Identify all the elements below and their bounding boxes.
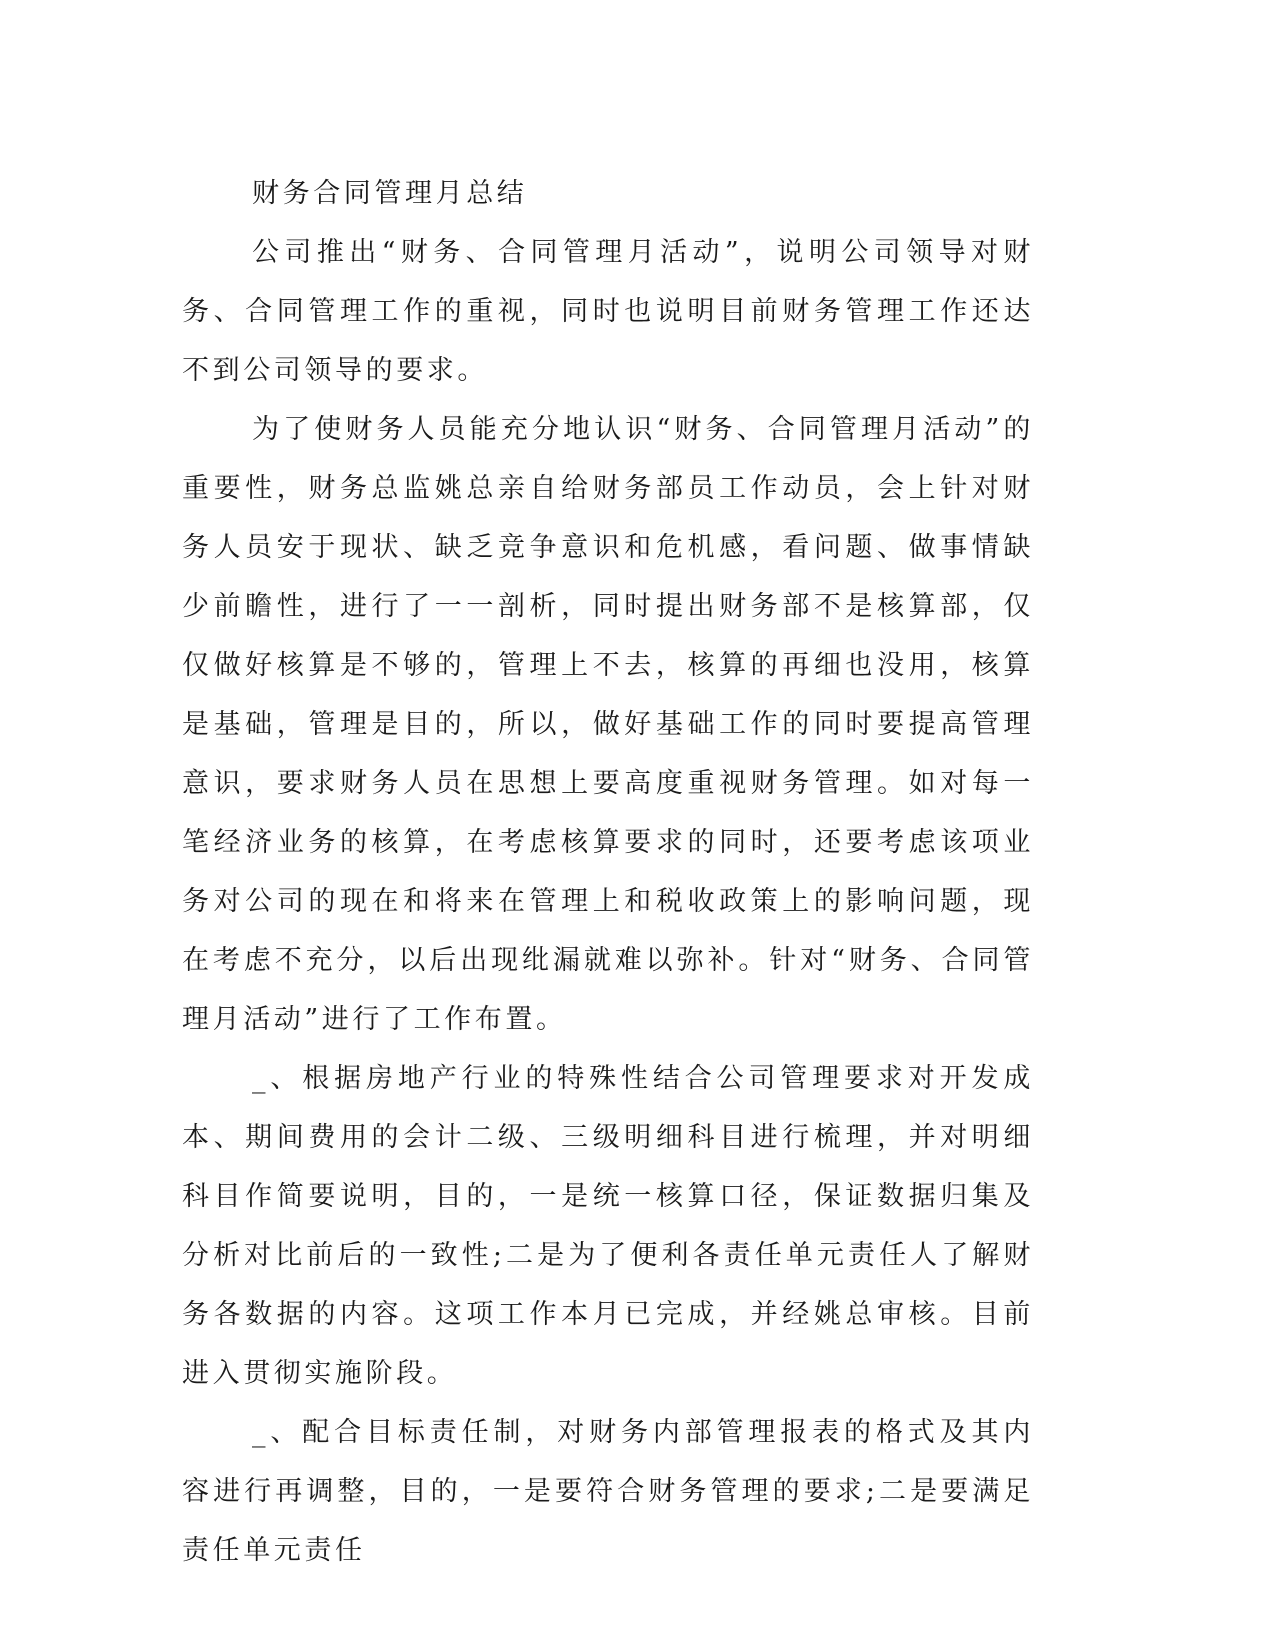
paragraph-mobilization: 为了使财务人员能充分地认识“财务、合同管理月活动”的重要性，财务总监姚总亲自给财务部员工作动员，会上针对财务人员安于现状、缺乏竞争意识和危机感，看问题、做事情缺少前瞻性，进行了一一剖析，同时提出财务部不是核算部，仅仅做好核算是不够的，管理上不去，核算的再细也没用，核算是基础，管理是目的，所以，做好基础工作的同时要提高管理意识，要求财务人员在思想上要高度重视财务管理。如对每一笔经济业务的核算，在考虑核算要求的同时，还要考虑该项业务对公司的现在和将来在管理上和税收政策上的影响问题，现在考虑不充分，以后出现纰漏就难以弥补。针对“财务、合同管理月活动”进行了工作布置。 [182,414,1034,1035]
document-title: 财务合同管理月总结 [252,178,528,209]
paragraph-intro: 公司推出“财务、合同管理月活动”，说明公司领导对财务、合同管理工作的重视，同时也说明目前财务管理工作还达不到公司领导的要求。 [182,237,1034,386]
paragraph-item-reports: _、配合目标责任制，对财务内部管理报表的格式及其内容进行再调整，目的，一是要符合财务管理的要求;二是要满足责任单元责任 [182,1417,1034,1566]
document-body [182,164,1034,1580]
paragraph-item-accounts: _、根据房地产行业的特殊性结合公司管理要求对开发成本、期间费用的会计二级、三级明细科目进行梳理，并对明细科目作简要说明，目的，一是统一核算口径，保证数据归集及分析对比前后的一致性;二是为了便利各责任单元责任人了解财务各数据的内容。这项工作本月已完成，并经姚总审核。目前进入贯彻实施阶段。 [182,1063,1034,1389]
